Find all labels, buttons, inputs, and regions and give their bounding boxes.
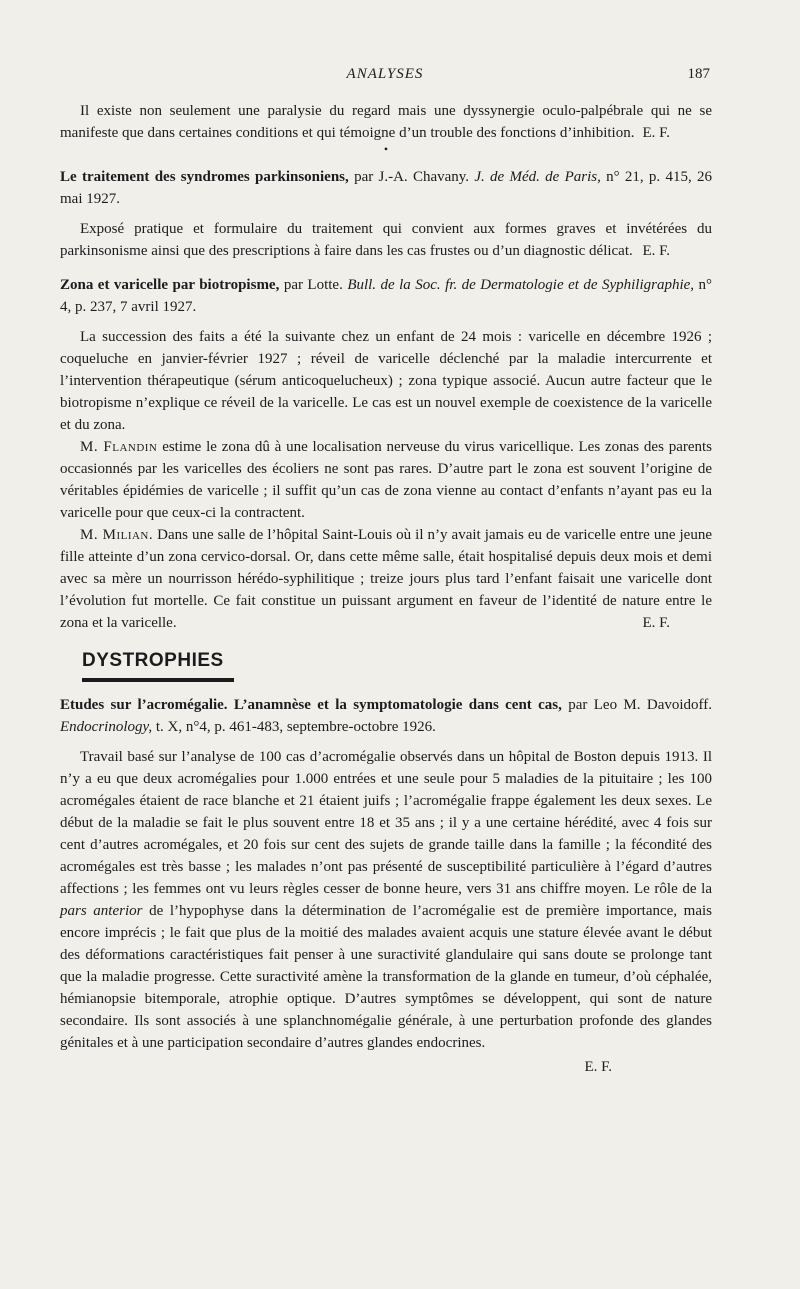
article2-citation	[60, 274, 712, 318]
section-heading: DYSTROPHIES	[82, 650, 224, 671]
article3-journal: Endocrinology,	[60, 719, 153, 735]
article3-signature: E. F.	[584, 1059, 612, 1075]
body-text	[60, 100, 712, 1078]
article1-body: Exposé pratique et formulaire du traitement qui convient aux formes graves et invétérées du parkinsonisme ainsi que des prescriptions à faire dans les cas frustes ou d’un diagnostic délicat.	[60, 221, 712, 259]
article3-pars-anterior: pars anterior	[60, 903, 143, 919]
article1-citation	[60, 166, 712, 210]
article2-authors: par Lotte.	[283, 277, 343, 293]
article2-paragraph2-name: M. Flandin	[80, 439, 158, 455]
article1-signature: E. F.	[642, 243, 670, 259]
article2-paragraph3: M. Milian. Dans une salle de l’hôpital Saint-Louis où il n’y avait jamais eu de varicelle entre une jeune fille atteinte d’un zona cervico-dorsal. Or, dans cette même salle, était hospitalisé depuis deux mois et demi avec sa mère un nourrisson hérédo-syphilitique ; treize jours plus tard l’enfant faisait une varicelle dont l’évolution fut mortelle. Ce fait constitue un puissant argument en faveur de l’identité de nature entre le zona et la varicelle.	[60, 527, 712, 631]
article1-authors: par J.-A. Chavany.	[354, 169, 470, 185]
article3-title: Etudes sur l’acromégalie. L’anamnèse et la symptomatologie dans cent cas,	[60, 697, 562, 713]
article3-citation	[60, 694, 712, 738]
section-heading-rule	[82, 678, 234, 682]
running-title: ANALYSES	[346, 66, 424, 82]
article2-paragraph1: La succession des faits a été la suivante chez un enfant de 24 mois : varicelle en décembre 1926 ; coqueluche en janvier-février 1927 ; réveil de varicelle déclenché par la maladie intercurrente et l’intervention thérapeutique (sérum anticoquelucheux) ; zona typique associé. Aucun autre facteur que le biotropisme n’explique ce réveil de la varicelle. Le cas est un nouvel exemple de coexistence de la varicelle et du zona.	[60, 329, 712, 433]
article3-reference: t. X, n°4, p. 461-483, septembre-octobre 1926.	[155, 719, 436, 735]
article2-journal: Bull. de la Soc. fr. de Dermatologie et de Syphiligraphie,	[347, 277, 695, 293]
article1-journal: J. de Méd. de Paris,	[474, 169, 601, 185]
article0-text: Il existe non seulement une paralysie du regard mais une dyssynergie oculo-palpébrale qui ne se manifeste que dans certaines conditions et qui témoigne d’un trouble des fonctions d’inhibition.	[60, 103, 712, 141]
page-number: 187	[687, 66, 710, 82]
running-header	[60, 66, 710, 88]
separator-dot: •	[383, 142, 389, 156]
article2-paragraph3-name: M. Milian.	[80, 527, 154, 543]
article2-title: Zona et varicelle par biotropisme,	[60, 277, 280, 293]
article1-title: Le traitement des syndromes parkinsoniens,	[60, 169, 349, 185]
article1-reference: n° 21, p. 415, 26 mai 1927.	[60, 169, 712, 207]
article2-paragraph2: M. Flandin estime le zona dû à une localisation nerveuse du virus varicellique. Les zonas des parents occasionnés par les varicelles des écoliers ne sont pas rares. D’autre part le zona est souvent l’origine de véritables épidémies de varicelle ; il suffit qu’un cas de zona vienne au contact d’enfants n’ayant pas eu la varicelle pour que ceux-ci la contractent.	[60, 439, 713, 521]
article2-signature: E. F.	[642, 615, 670, 631]
article0-signature: E. F.	[642, 125, 670, 141]
article3-body: Travail basé sur l’analyse de 100 cas d’acromégalie observés dans un hôpital de Boston depuis 1913. Il n’y a eu que deux acromégalies pour 1.000 entrées et une seule pour 5 maladies de la pituitaire ; les 100 acromégales étaient de race blanche et 21 étaient juifs ; l’acromégalie frappe également les deux sexes. Le début de la maladie se fait le plus souvent entre 18 et 35 ans ; il y a une certaine hérédité, avec 4 fois sur cent d’autres acromégales, et 20 fois sur cent des sujets de grande taille dans la famille ; la fécondité des acromégales est très basse ; les malades n’ont pas présenté de susceptibilité particulière à l’égard d’autres affections ; les femmes ont vu leurs règles cesser de bonne heure, vers 31 ans chiffre moyen. Le rôle de la pars anterior de l’hypophyse dans la détermination de l’acromégalie est de première importance, mais encore imprécis ; le fait que plus de la moitié des malades avaient acquis une stature élevée avant le début des déformations caractéristiques fait penser à une suractivité glandulaire qui sans doute se prolonge tant que la maladie progresse. Cette suractivité amène la transformation de la glande en tumeur, d’où céphalée, hémianopsie bitemporale, atrophie optique. D’autres symptômes se développent, qui sont de nature secondaire. Ils sont associés à une splanchnomégalie générale, à une perturbation profonde des glandes génitales et à une participation secondaire d’autres glandes endocrines.	[60, 749, 713, 1051]
article3-authors: par Leo M. Davoidoff.	[568, 697, 713, 713]
article2-reference: n° 4, p. 237, 7 avril 1927.	[60, 277, 713, 315]
